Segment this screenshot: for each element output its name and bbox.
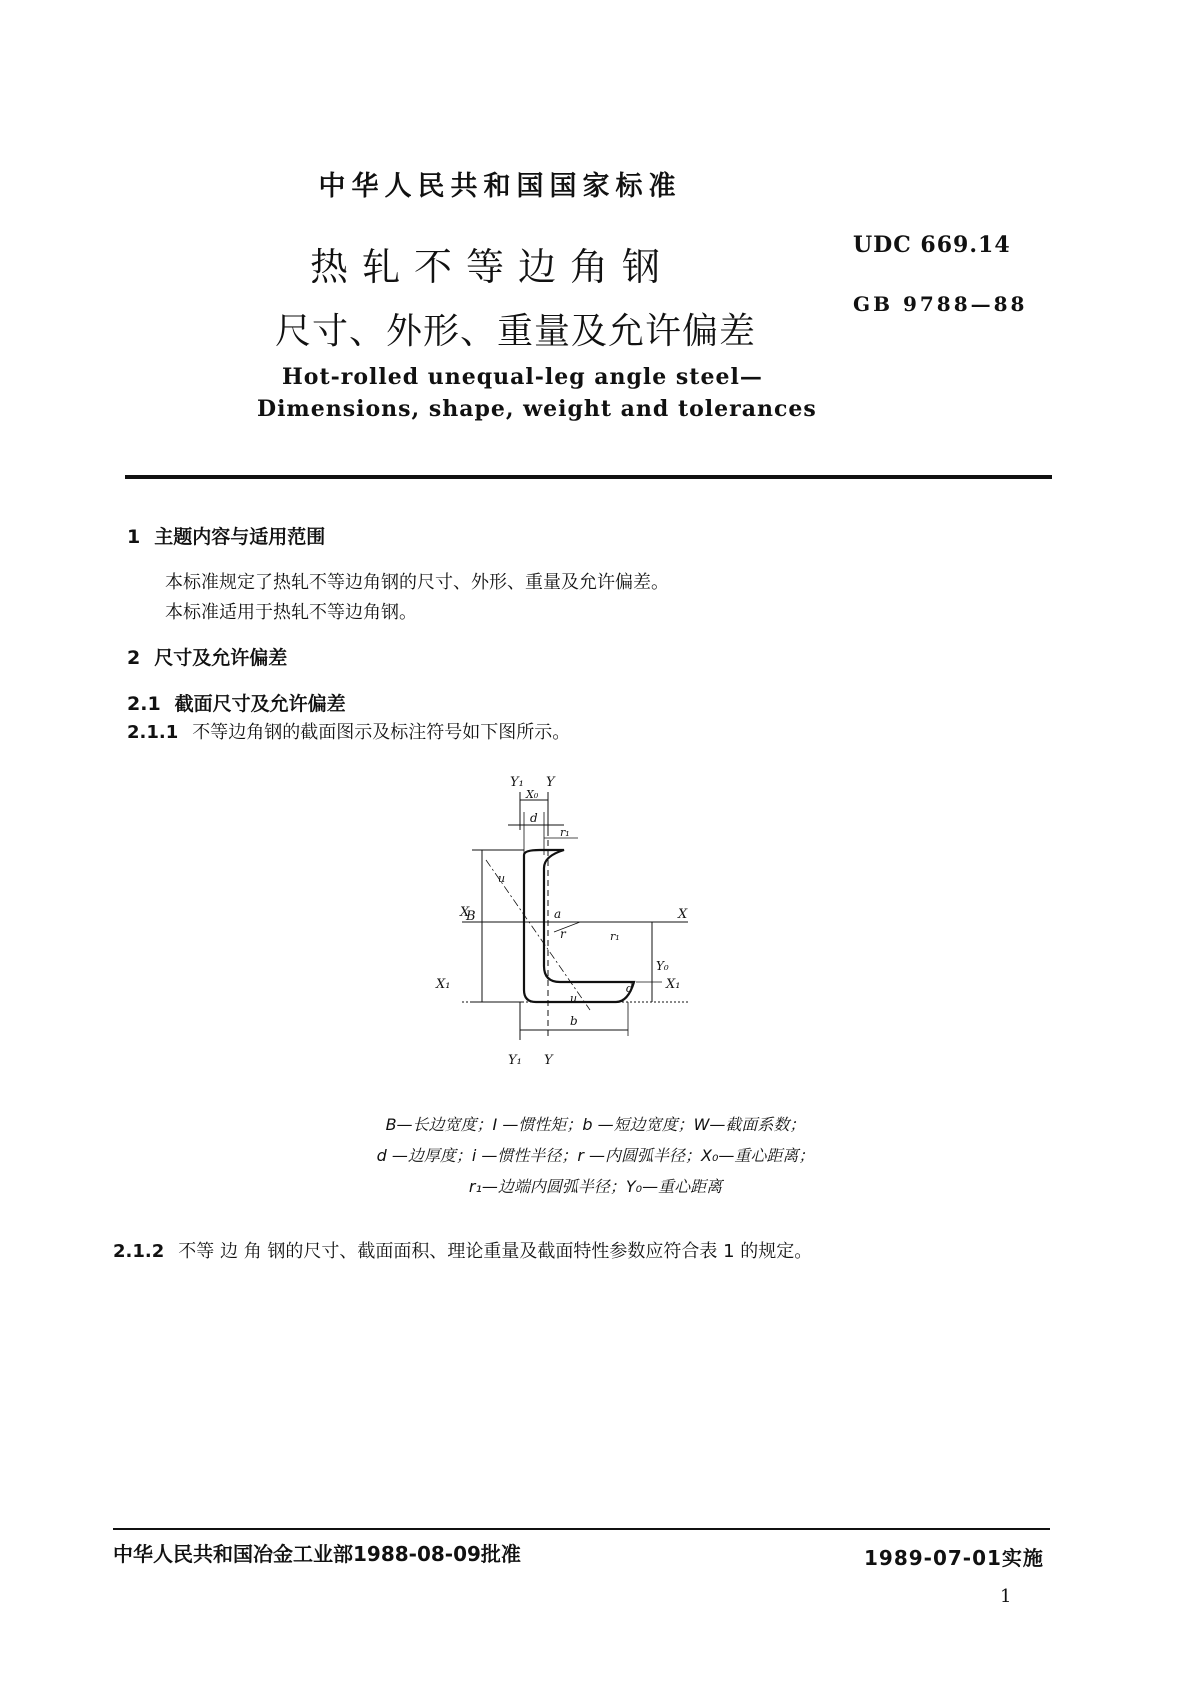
section-1-title: 主题内容与适用范围 xyxy=(154,526,326,548)
section-2-heading xyxy=(127,643,287,670)
title-cn-line2: 尺寸、外形、重量及允许偏差 xyxy=(275,311,757,352)
section-2-1-2-text xyxy=(113,1237,812,1263)
section-2-1-1-number: 2.1.1 xyxy=(127,722,179,743)
approval-date: 中华人民共和国冶金工业部1988-08-09批准 xyxy=(113,1542,521,1566)
section-1-heading xyxy=(127,522,325,549)
section-1-paragraph-1: 本标准规定了热轧不等边角钢的尺寸、外形、重量及允许偏差。 xyxy=(165,572,669,593)
title-en-line1: Hot-rolled unequal-leg angle steel— xyxy=(282,364,763,390)
section-1-number: 1 xyxy=(127,526,141,548)
section-2-1-2-body: 不等 边 角 钢的尺寸、截面面积、理论重量及截面特性参数应符合表 1 的规定。 xyxy=(178,1241,813,1262)
label-r1-top: r₁ xyxy=(560,826,570,839)
label-x-right: X xyxy=(678,907,688,922)
r-leader xyxy=(554,922,580,932)
label-a: a xyxy=(554,907,562,921)
gb-code: GB 9788—88 xyxy=(853,292,1028,316)
label-d-top: d xyxy=(530,811,538,825)
label-y1-top: Y₁ xyxy=(510,775,524,790)
angle-section-figure xyxy=(430,770,730,1075)
label-r1-right: r₁ xyxy=(610,930,620,943)
effective-date: 1989-07-01实施 xyxy=(864,1546,1044,1570)
title-en-line2: Dimensions, shape, weight and tolerances xyxy=(257,396,817,422)
page-number: 1 xyxy=(1000,1586,1012,1607)
label-x1-right: X₁ xyxy=(666,977,681,992)
legend-line-2: d —边厚度；i —惯性半径；r —内圆弧半径；X₀—重心距离； xyxy=(376,1146,815,1165)
section-2-title: 尺寸及允许偏差 xyxy=(154,647,288,669)
section-1-paragraph-2: 本标准适用于热轧不等边角钢。 xyxy=(165,602,417,623)
udc-code: UDC 669.14 xyxy=(853,232,1011,258)
label-y1-bottom: Y₁ xyxy=(508,1053,522,1068)
angle-profile xyxy=(524,850,634,1002)
section-2-1-1-text xyxy=(127,718,570,744)
label-y-top: Y xyxy=(546,775,555,790)
label-d-right: d xyxy=(626,982,634,995)
title-cn-line1: 热轧不等边角钢 xyxy=(310,245,675,289)
label-u-bottom: u xyxy=(570,992,578,1005)
label-u-top: u xyxy=(498,872,506,885)
section-2-1-heading xyxy=(127,689,346,716)
section-2-1-1-body: 不等边角钢的截面图示及标注符号如下图所示。 xyxy=(192,722,571,743)
label-y-bottom: Y xyxy=(544,1053,553,1068)
label-b-short: b xyxy=(570,1014,578,1028)
legend-line-1: B—长边宽度；I —惯性矩；b —短边宽度；W—截面系数； xyxy=(385,1115,806,1134)
label-x-left: X xyxy=(460,905,470,920)
header-divider xyxy=(125,475,1052,479)
section-2-1-title: 截面尺寸及允许偏差 xyxy=(174,693,346,715)
section-2-number: 2 xyxy=(127,647,141,669)
label-y0: Y₀ xyxy=(656,959,669,973)
label-b-long: B xyxy=(466,909,476,924)
legend-line-3: r₁—边端内圆弧半径；Y₀—重心距离 xyxy=(468,1177,723,1196)
label-x1-left: X₁ xyxy=(436,977,451,992)
section-2-1-2-number: 2.1.2 xyxy=(113,1241,165,1262)
label-x0: X₀ xyxy=(526,788,539,801)
label-r: r xyxy=(560,927,566,941)
footer-divider xyxy=(113,1528,1050,1530)
section-2-1-number: 2.1 xyxy=(127,693,161,715)
standard-title: 中华人民共和国国家标准 xyxy=(318,171,682,202)
